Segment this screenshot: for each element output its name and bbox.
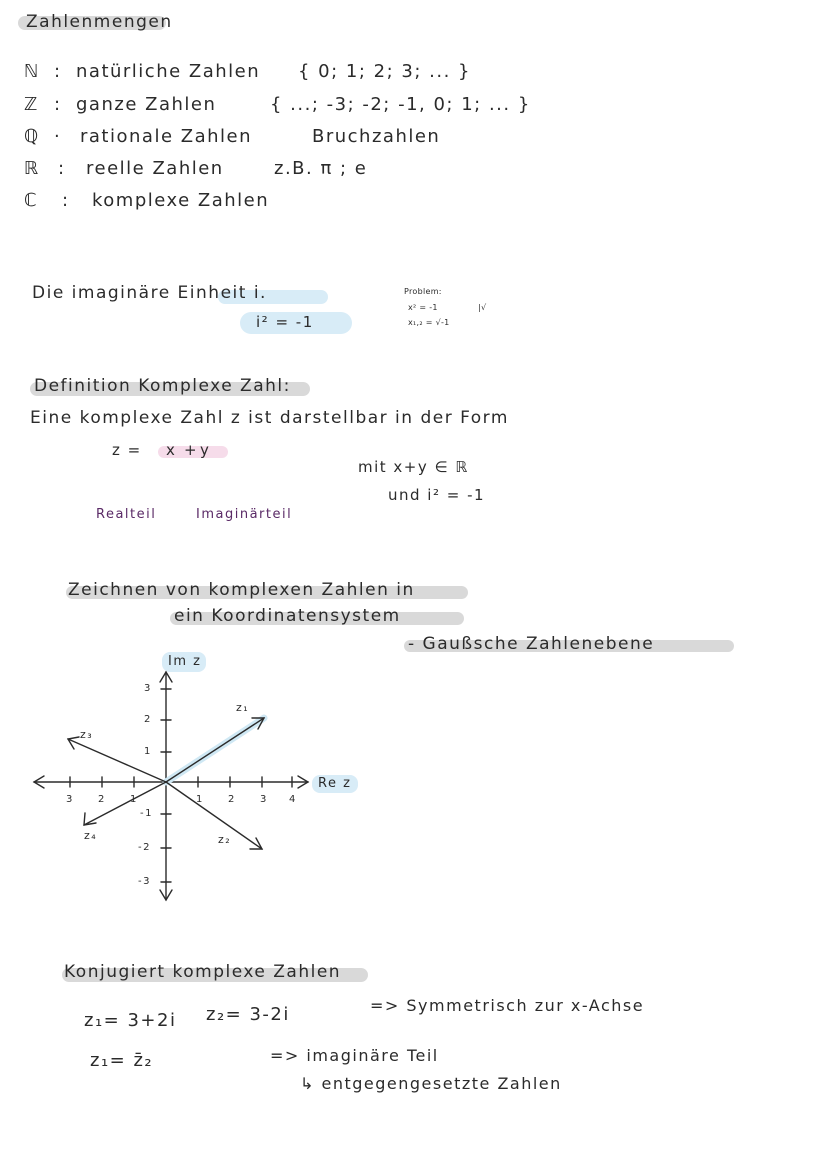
set-note: z.B. π ; e <box>274 158 368 179</box>
vector-z4-label: z₄ <box>84 829 98 842</box>
set-colon: : <box>58 158 66 179</box>
set-symbol: ℝ <box>24 158 40 179</box>
conjugate-note-symmetric: => Symmetrisch zur x-Achse <box>370 996 645 1015</box>
set-colon: · <box>54 126 62 147</box>
definition-heading: Definition Komplexe Zahl: <box>34 376 291 396</box>
vector-z3-label: z₃ <box>80 728 94 741</box>
plot-heading-line-1: Zeichnen von komplexen Zahlen in <box>68 580 415 600</box>
set-note: { ...; -3; -2; -1, 0; 1; ... } <box>270 94 531 115</box>
set-name: ganze Zahlen <box>76 94 217 115</box>
conjugate-note-opposite: ↳ entgegengesetzte Zahlen <box>300 1074 562 1093</box>
x-tick-label: 3 <box>66 794 74 805</box>
conjugate-note-imaginary: => imaginäre Teil <box>270 1046 439 1065</box>
plot-heading-line-2: ein Koordinatensystem <box>174 606 401 626</box>
problem-label: Problem: <box>404 287 442 296</box>
set-colon: : <box>54 94 62 115</box>
y-tick-label: 2 <box>144 714 152 725</box>
problem-line-1: x² = -1 <box>408 303 438 312</box>
conjugate-z1: z₁= 3+2i <box>84 1010 177 1031</box>
ebene-label: - Gaußsche Zahlenebene <box>408 634 655 654</box>
condition-real: mit x+y ∈ ℝ <box>358 458 469 476</box>
realteil-label: Realteil <box>96 507 157 522</box>
axis-re-label: Re z <box>318 776 352 791</box>
problem-root-hint: |√ <box>478 303 487 312</box>
y-tick-label: 3 <box>144 683 152 694</box>
set-symbol: ℕ <box>24 61 40 82</box>
set-symbol: ℚ <box>24 126 40 147</box>
imaginary-heading: Die imaginäre Einheit i. <box>32 283 267 303</box>
set-note: { 0; 1; 2; 3; ... } <box>298 61 471 82</box>
formula-plus: + <box>184 441 199 459</box>
conjugate-z2: z₂= 3-2i <box>206 1004 290 1025</box>
set-colon: : <box>62 190 70 211</box>
conjugate-heading: Konjugiert komplexe Zahlen <box>64 962 342 982</box>
x-tick-label: 2 <box>98 794 106 805</box>
definition-text: Eine komplexe Zahl z ist darstellbar in der Form <box>30 408 509 428</box>
y-tick-label: -1 <box>140 808 153 819</box>
x-tick-label: 1 <box>130 794 138 805</box>
set-symbol: ℂ <box>24 190 39 211</box>
page-title: Zahlenmengen <box>26 12 173 32</box>
set-name: reelle Zahlen <box>86 158 224 179</box>
x-tick-label: 3 <box>260 794 268 805</box>
x-tick-label: 2 <box>228 794 236 805</box>
formula-x: x <box>166 441 177 459</box>
vector-z2 <box>166 782 262 849</box>
vector-z1-stroke <box>166 718 264 782</box>
set-colon: : <box>54 61 62 82</box>
axis-im-label: Im z <box>168 654 202 669</box>
condition-imaginary: und i² = -1 <box>388 486 486 504</box>
y-tick-label: -2 <box>138 842 151 853</box>
formula-y: y <box>200 441 211 459</box>
imaginaerteil-label: Imaginärteil <box>196 507 293 522</box>
vector-z1-label: z₁ <box>236 701 250 714</box>
imaginary-equation: i² = -1 <box>256 313 314 331</box>
formula-lhs: z = <box>112 441 142 459</box>
conjugate-relation: z₁= z̄₂ <box>90 1050 154 1071</box>
set-symbol: ℤ <box>24 94 39 115</box>
set-name: natürliche Zahlen <box>76 61 261 82</box>
y-tick-label: 1 <box>144 746 152 757</box>
problem-line-2: x₁,₂ = √-1 <box>408 318 450 327</box>
y-tick-label: -3 <box>138 876 151 887</box>
set-note: Bruchzahlen <box>312 126 441 147</box>
vector-z2-label: z₂ <box>218 833 232 846</box>
x-tick-label: 4 <box>289 794 297 805</box>
set-name: rationale Zahlen <box>80 126 252 147</box>
x-tick-label: 1 <box>196 794 204 805</box>
vector-z4 <box>84 782 166 825</box>
set-name: komplexe Zahlen <box>92 190 270 211</box>
